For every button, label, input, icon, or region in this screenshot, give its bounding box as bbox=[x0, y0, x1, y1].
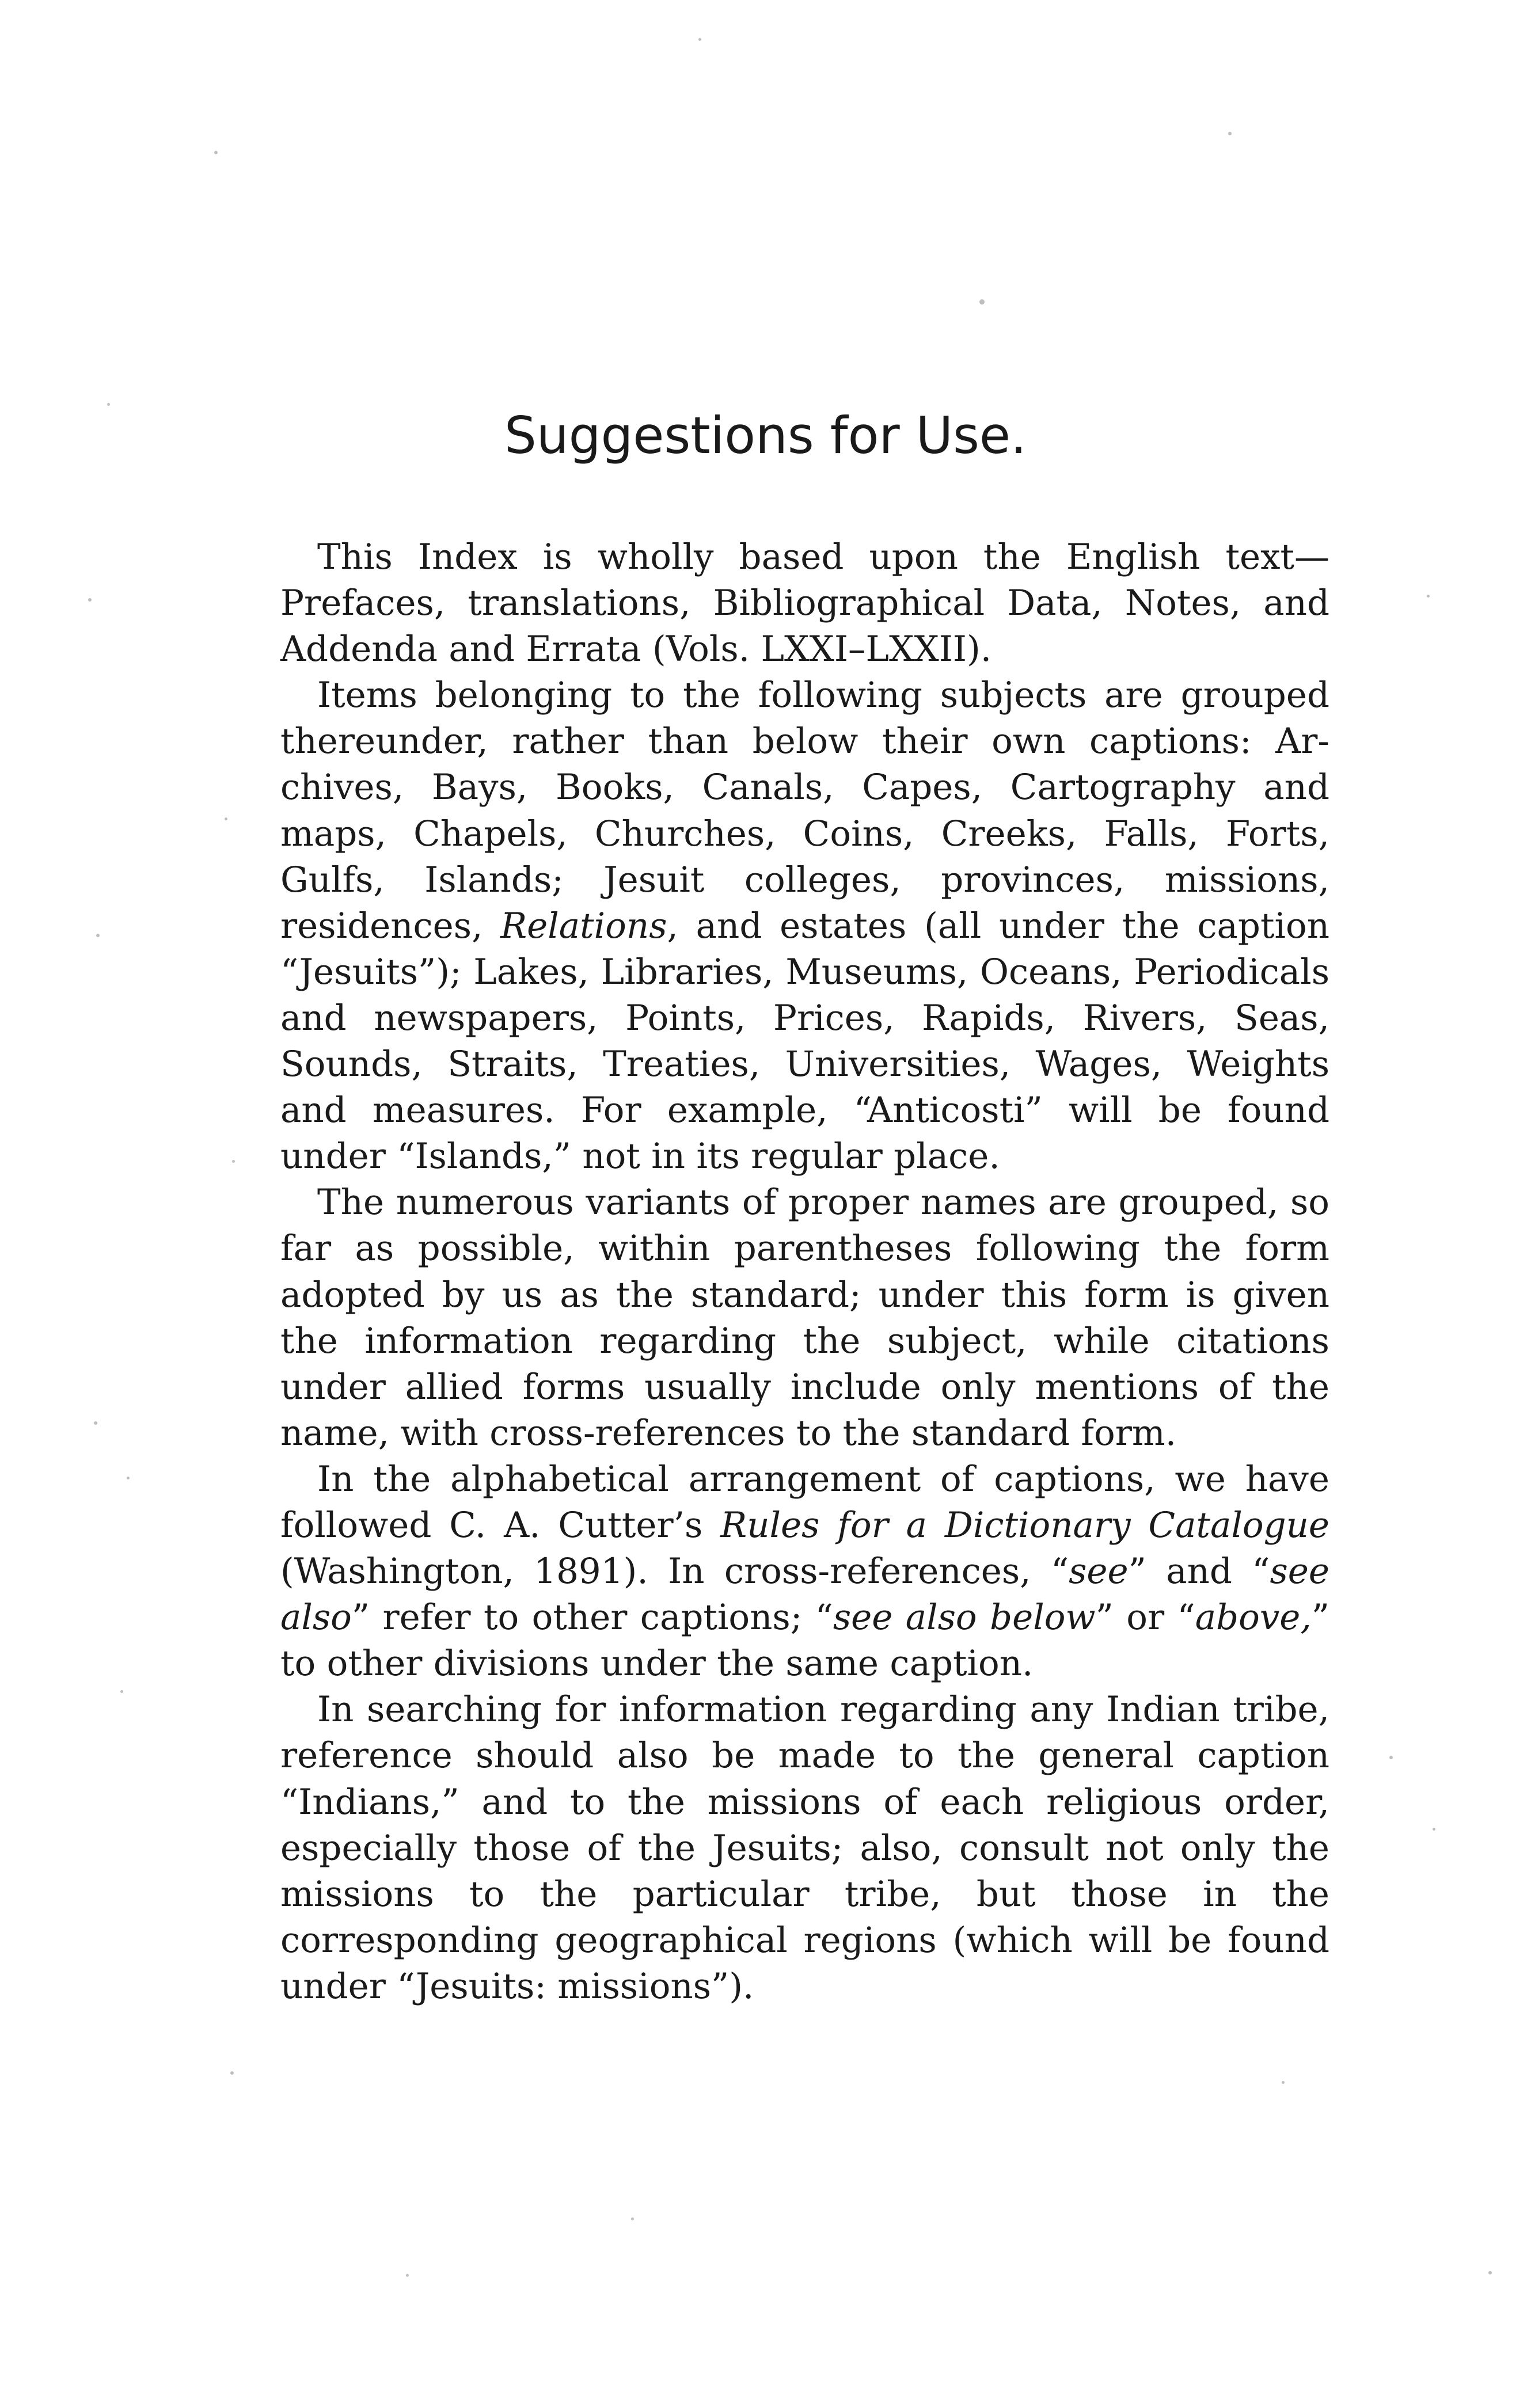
arrangement-text-1: In the alphabetical arrangement of captions, we have followed C. A. Cutter’s bbox=[280, 1458, 1329, 1546]
paper-speck bbox=[96, 934, 100, 937]
paper-speck bbox=[88, 598, 92, 602]
paper-speck bbox=[1488, 2271, 1492, 2274]
arrangement-text-4: ” refer to other captions; “ bbox=[351, 1597, 833, 1638]
paragraph-proper-names: The numerous variants of proper names are grouped, so far as possible, within parentheses following the form adopted by us as the standard; under this form is given the information regarding the subject, while citations under allied forms usually include only mentions of the name, with cross-references to the standard form. bbox=[280, 1182, 1329, 1454]
paper-speck bbox=[1282, 2081, 1285, 2084]
paragraph-grouped-subjects-continued: , and estates (all under the caption “Jesuits”); Lakes, Libraries, Museums, Oceans, Periodicals and newspapers, Points, Prices, Rapids, Rivers, Seas, Sounds, Straits, Treaties, Universities, Wages, Weights and measures. For example, “Anticosti” will be found under “Islands,” not in its regular place. bbox=[280, 905, 1330, 1177]
page-title: Suggestions for Use. bbox=[504, 406, 1027, 465]
paragraph-arrangement bbox=[280, 1456, 1329, 1687]
paper-speck bbox=[120, 1690, 123, 1693]
paper-speck bbox=[406, 2274, 409, 2277]
arrangement-text-5: ” or “ bbox=[1095, 1597, 1195, 1638]
paper-speck bbox=[1389, 1756, 1393, 1759]
above-italic: above, bbox=[1195, 1597, 1312, 1638]
see-also-below-italic: see also below bbox=[833, 1597, 1096, 1638]
paper-speck bbox=[214, 151, 218, 154]
arrangement-text-2: (Washington, 1891). In cross-references, “ bbox=[280, 1551, 1069, 1592]
arrangement-text-3: ” and “ bbox=[1128, 1551, 1270, 1592]
see-italic: see bbox=[1069, 1551, 1129, 1592]
paragraph-scope: This Index is wholly based upon the English text—Prefaces, translations, Bibliographical Data, Notes, and Addenda and Errata (Vols. LXXI–LXXII). bbox=[280, 537, 1329, 670]
paper-speck bbox=[1228, 132, 1232, 135]
body-text bbox=[280, 534, 1329, 2010]
paragraph-grouped-subjects bbox=[280, 672, 1329, 1180]
paper-speck bbox=[225, 817, 227, 820]
paper-speck bbox=[94, 1421, 97, 1425]
paper-speck bbox=[230, 2071, 234, 2075]
paper-speck bbox=[127, 1477, 130, 1479]
cutter-rules-title: Rules for a Dictionary Catalogue bbox=[720, 1504, 1330, 1546]
paper-speck bbox=[979, 299, 985, 305]
paragraph-indian-tribes: In searching for information regarding any Indian tribe, reference should also be made to the general caption “Indians,” and to the missions of each religious order, especially those of the Jesuits; also, consult not only the missions to the particular tribe, but those in the corresponding geographical regions (which will be found under “Jesuits: missions”). bbox=[280, 1689, 1329, 2007]
paper-speck bbox=[1433, 1828, 1435, 1831]
paper-speck bbox=[232, 1160, 235, 1163]
paper-speck bbox=[698, 38, 701, 41]
arrangement-text-6: ” to other divisions under the same caption. bbox=[280, 1597, 1329, 1684]
paper-speck bbox=[1427, 595, 1430, 598]
see-also-italic: see also bbox=[280, 1551, 1329, 1638]
relations-italic: Relations bbox=[500, 905, 667, 946]
paper-speck bbox=[107, 403, 110, 406]
paragraph-grouped-subjects-text: Items belonging to the following subjects are grouped thereunder, rather than below their own captions: Archives, Bays, Books, Canals, Capes, Cartography and maps, Chapels, Churches, Coins, Creeks, Falls, Forts, Gulfs, Islands; Jesuit colleges, provinces, missions, residences, bbox=[280, 675, 1329, 946]
paper-speck bbox=[631, 2217, 634, 2220]
